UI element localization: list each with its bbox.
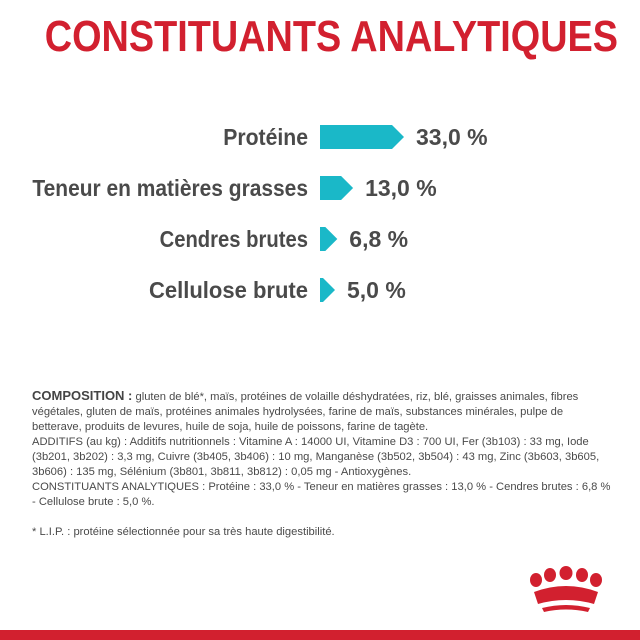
additifs-text: ADDITIFS (au kg) : Additifs nutritionnels : Vitamine A : 14000 UI, Vitamine D3 : 700 UI, Fer (3b103) : 33 mg, Iode (3b201, 3b202) : 3,3 mg, Cuivre (3b405, 3b406) : 10 mg, Manganèse (3b502, 3b504) : 43 mg, Zinc (3b603, 3b605, 3b606) : 135 mg, Sélénium (3b801, 3b811, 3b812) : 0,05 mg - Antioxygènes.: [32, 436, 600, 478]
composition-label: COMPOSITION :: [32, 388, 133, 403]
category-label: Teneur en matières grasses: [32, 175, 309, 201]
value-label: 13,0 %: [365, 175, 437, 201]
bottom-accent-bar: [0, 630, 640, 640]
page-title: CONSTITUANTS ANALYTIQUES: [44, 12, 619, 61]
bar: [320, 227, 337, 251]
bar: [320, 278, 335, 302]
value-label: 5,0 %: [347, 277, 406, 303]
footnote-text: * L.I.P. : protéine sélectionnée pour sa très haute digestibilité.: [32, 526, 335, 538]
bar: [320, 176, 353, 200]
nutrient-bar-chart: [0, 110, 640, 320]
bar: [320, 125, 404, 149]
value-label: 6,8 %: [349, 226, 409, 252]
constituants-text: CONSTITUANTS ANALYTIQUES : Protéine : 33,0 % - Teneur en matières grasses : 13,0 % - Cendres brutes : 6,8 % - Cellulose brute : 5,0 %.: [32, 481, 611, 508]
value-label: 33,0 %: [416, 124, 488, 150]
composition-text: gluten de blé*, maïs, protéines de volaille déshydratées, riz, blé, graisses animales, fibres végétales, gluten de maïs, protéines animales hydrolysées, farine de maïs, substances minérales, pulpe de betterave, produits de levures, huile de soja, huile de poissons, farine de tagète.: [32, 391, 579, 433]
royal-canin-crown-logo-icon: [524, 566, 608, 614]
composition-paragraph: [32, 388, 612, 435]
category-label: Cellulose brute: [149, 277, 308, 303]
category-label: Cendres brutes: [159, 226, 308, 252]
category-label: Protéine: [223, 124, 308, 150]
composition-block: [32, 388, 612, 540]
